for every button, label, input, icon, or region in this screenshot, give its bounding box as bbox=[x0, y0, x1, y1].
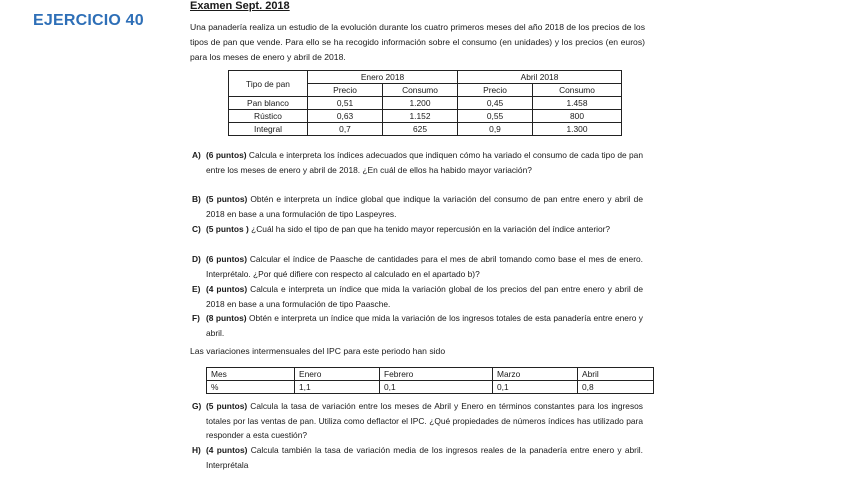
table-header-row bbox=[229, 71, 622, 84]
row-label: Rústico bbox=[229, 110, 308, 123]
question-b bbox=[192, 192, 643, 221]
row-label: Integral bbox=[229, 123, 308, 136]
question-text: ¿Cuál ha sido el tipo de pan que ha tenido mayor repercusión en la variación del índice anterior? bbox=[251, 224, 611, 234]
question-points: (6 puntos) bbox=[206, 254, 247, 264]
question-text: Calcula e interpreta los índices adecuados que indiquen cómo ha variado el consumo de cada tipo de pan entre los meses de enero y abril de 2018. ¿En cuál de ellos ha habido mayor variación? bbox=[206, 150, 643, 175]
table-cell: 0,9 bbox=[458, 123, 533, 136]
month-header-april: Abril 2018 bbox=[458, 71, 622, 84]
ipc-cell: 0,8 bbox=[578, 381, 654, 394]
question-c bbox=[192, 222, 643, 237]
subheader-cell: Consumo bbox=[533, 84, 622, 97]
ipc-header-cell: Enero bbox=[295, 368, 380, 381]
table-cell: 1.458 bbox=[533, 97, 622, 110]
question-e bbox=[192, 282, 644, 311]
ipc-header-cell: Mes bbox=[207, 368, 295, 381]
question-text: Obtén e interpreta un índice que mida la variación de los ingresos totales de esta panadería entre enero y abril. bbox=[206, 313, 643, 338]
question-points: (4 puntos) bbox=[206, 284, 248, 294]
subheader-cell: Consumo bbox=[383, 84, 458, 97]
table-row bbox=[229, 123, 622, 136]
question-letter: C) bbox=[192, 224, 201, 234]
question-letter: H) bbox=[192, 445, 201, 455]
month-header-january: Enero 2018 bbox=[308, 71, 458, 84]
question-points: (4 puntos) bbox=[206, 445, 248, 455]
table-cell: 0,63 bbox=[308, 110, 383, 123]
question-text: Calcula también la tasa de variación media de los ingresos reales de la panadería entre enero y abril. Interprétala bbox=[206, 445, 643, 470]
question-letter: E) bbox=[192, 284, 201, 294]
table-cell: 0,45 bbox=[458, 97, 533, 110]
table-cell: 1.152 bbox=[383, 110, 458, 123]
table-cell: 0,55 bbox=[458, 110, 533, 123]
table-cell: 1.300 bbox=[533, 123, 622, 136]
subheader-cell: Precio bbox=[458, 84, 533, 97]
table-cell: 0,51 bbox=[308, 97, 383, 110]
table-cell: 800 bbox=[533, 110, 622, 123]
question-f bbox=[192, 311, 643, 340]
question-letter: B) bbox=[192, 194, 201, 204]
exercise-heading: EJERCICIO 40 bbox=[33, 12, 144, 29]
ipc-header-cell: Marzo bbox=[493, 368, 578, 381]
question-a bbox=[192, 148, 643, 177]
question-letter: F) bbox=[192, 313, 200, 323]
row-label: Pan blanco bbox=[229, 97, 308, 110]
table-row bbox=[229, 97, 622, 110]
ipc-table bbox=[206, 367, 654, 394]
question-points: (8 puntos) bbox=[206, 313, 247, 323]
question-points: (5 puntos) bbox=[206, 401, 248, 411]
question-letter: A) bbox=[192, 150, 201, 160]
question-text: Calcular el índice de Paasche de cantidades para el mes de abril tomando como base el mes de enero. Interprétalo. ¿Por qué difiere con respecto al calculado en el apartado b)? bbox=[206, 254, 643, 279]
question-g bbox=[192, 399, 643, 443]
ipc-value-row bbox=[207, 381, 654, 394]
question-h bbox=[192, 443, 643, 472]
question-letter: G) bbox=[192, 401, 202, 411]
ipc-header-cell: Febrero bbox=[380, 368, 493, 381]
ipc-header-row bbox=[207, 368, 654, 381]
question-d bbox=[192, 252, 643, 281]
exam-title: Examen Sept. 2018 bbox=[190, 0, 290, 12]
ipc-intro-text: Las variaciones intermensuales del IPC para este periodo han sido bbox=[190, 346, 446, 356]
ipc-cell: 0,1 bbox=[493, 381, 578, 394]
intro-paragraph: Una panadería realiza un estudio de la evolución durante los cuatro primeros meses del año 2018 de los precios de los tipos de pan que vende. Para ello se ha recogido información sobre el consumo (en unidades) y los precios (en euros) para los meses de enero y abril de 2018. bbox=[190, 22, 645, 62]
ipc-cell: % bbox=[207, 381, 295, 394]
table-cell: 0,7 bbox=[308, 123, 383, 136]
table-cell: 625 bbox=[383, 123, 458, 136]
bread-data-table bbox=[228, 70, 622, 136]
question-letter: D) bbox=[192, 254, 201, 264]
question-points: (5 puntos ) bbox=[206, 224, 249, 234]
ipc-cell: 1,1 bbox=[295, 381, 380, 394]
question-text: Calcula la tasa de variación entre los meses de Abril y Enero en términos constantes para los ingresos totales por las ventas de pan. Utiliza como deflactor el IPC. ¿Qué propiedades de números índices has utilizado para responder a esta cuestión? bbox=[206, 401, 643, 440]
question-text: Obtén e interpreta un índice global que indique la variación del consumo de pan entre enero y abril de 2018 en base a una formulación de tipo Laspeyres. bbox=[206, 194, 643, 219]
subheader-cell: Precio bbox=[308, 84, 383, 97]
ipc-header-cell: Abril bbox=[578, 368, 654, 381]
question-points: (6 puntos) bbox=[206, 150, 247, 160]
table-cell: 1.200 bbox=[383, 97, 458, 110]
ipc-cell: 0,1 bbox=[380, 381, 493, 394]
table-corner-cell: Tipo de pan bbox=[229, 71, 308, 97]
table-row bbox=[229, 110, 622, 123]
question-text: Calcula e interpreta un índice que mida la variación global de los precios del pan entre enero y abril de 2018 en base a una formulación de tipo Paasche. bbox=[206, 284, 644, 309]
question-points: (5 puntos) bbox=[206, 194, 248, 204]
